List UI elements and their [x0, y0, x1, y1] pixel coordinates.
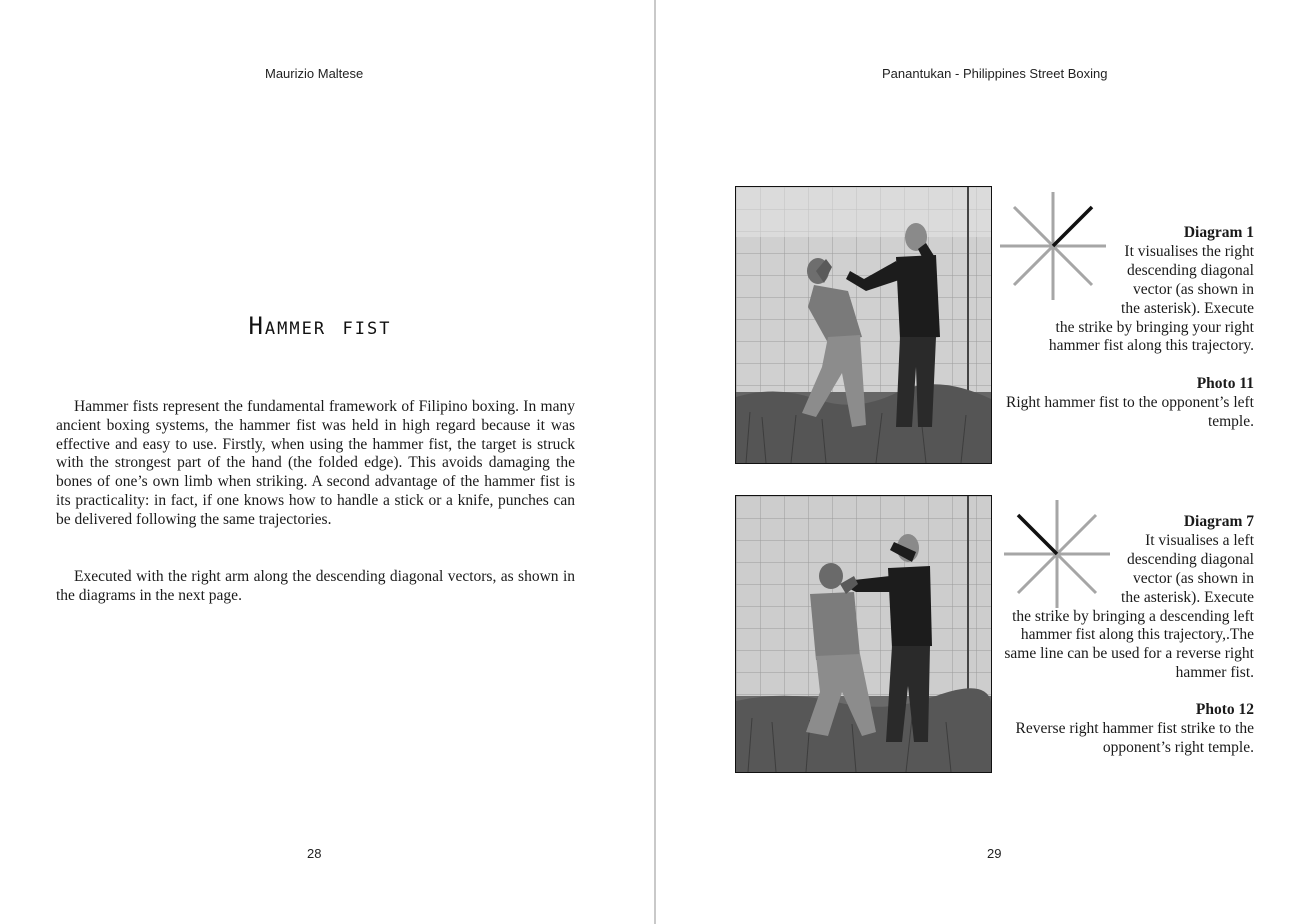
photo-12-caption — [1016, 701, 1254, 758]
page-number-right: 29 — [987, 846, 1002, 861]
photo-12-image — [735, 495, 992, 773]
page-number-left: 28 — [307, 846, 322, 861]
running-header-author: Maurizio Maltese — [265, 66, 364, 81]
body-paragraph-1: Hammer fists represent the fundamental framework of Filipino boxing. In many ancient boxing systems, the hammer fist was held in high regard because it was effective and easy to use. Firstly, when using the hammer fist, the target is struck with the strongest part of the hand (the folded edge). This avoids damaging the bones of one’s own limb when striking. A second advantage of the hammer fist is its practicality: in fact, if one knows how to handle a stick or a knife, punches can be delivered following the same trajectories. — [56, 398, 575, 528]
diagram-7-text-line: descending diagonal — [1127, 550, 1254, 568]
photo-11-image — [735, 186, 992, 464]
diagram-7-text-line: hammer fist along this trajectory,.The — [1020, 626, 1254, 644]
diagram-1-text-line: hammer fist along this trajectory. — [1048, 337, 1254, 355]
diagram-7-text-line: same line can be used for a reverse right — [1004, 645, 1254, 663]
photo-12-title: Photo 12 — [1195, 701, 1254, 718]
diagram-1-text-line: descending diagonal — [1127, 261, 1254, 279]
photo-11-title: Photo 11 — [1196, 375, 1254, 392]
chapter-title: Hammer fist — [248, 312, 392, 340]
diagram-1-caption — [1049, 224, 1254, 356]
photo-11-text-line: Right hammer fist to the opponent’s left — [1006, 393, 1254, 411]
diagram-1-text-line: the asterisk). Execute — [1121, 299, 1254, 317]
photo-11-caption — [1006, 375, 1254, 432]
photo-11-text-line: temple. — [1207, 412, 1254, 430]
diagram-1-text-line: the strike by bringing your right — [1055, 318, 1254, 336]
diagram-7-caption — [1004, 513, 1254, 683]
right-page — [656, 0, 1309, 924]
diagram-1-text-line: vector (as shown in — [1133, 280, 1254, 298]
diagram-7-text-line: the strike by bringing a descending left — [1012, 607, 1254, 625]
photo-12-text-line: opponent’s right temple. — [1102, 738, 1254, 756]
body-paragraph-2: Executed with the right arm along the descending diagonal vectors, as shown in the diagrams in the next page. — [56, 568, 575, 604]
photo-12-text-line: Reverse right hammer fist strike to the — [1015, 719, 1254, 737]
diagram-7-text-line: It visualises a left — [1145, 531, 1254, 549]
diagram-7-title: Diagram 7 — [1183, 513, 1254, 530]
diagram-7-text-line: the asterisk). Execute — [1121, 588, 1254, 606]
diagram-7-text-line: vector (as shown in — [1133, 569, 1254, 587]
running-header-book-title: Panantukan - Philippines Street Boxing — [882, 66, 1108, 81]
diagram-7-text-line: hammer fist. — [1175, 664, 1254, 682]
diagram-1-text-line: It visualises the right — [1124, 242, 1254, 260]
diagram-1-title: Diagram 1 — [1183, 224, 1254, 241]
